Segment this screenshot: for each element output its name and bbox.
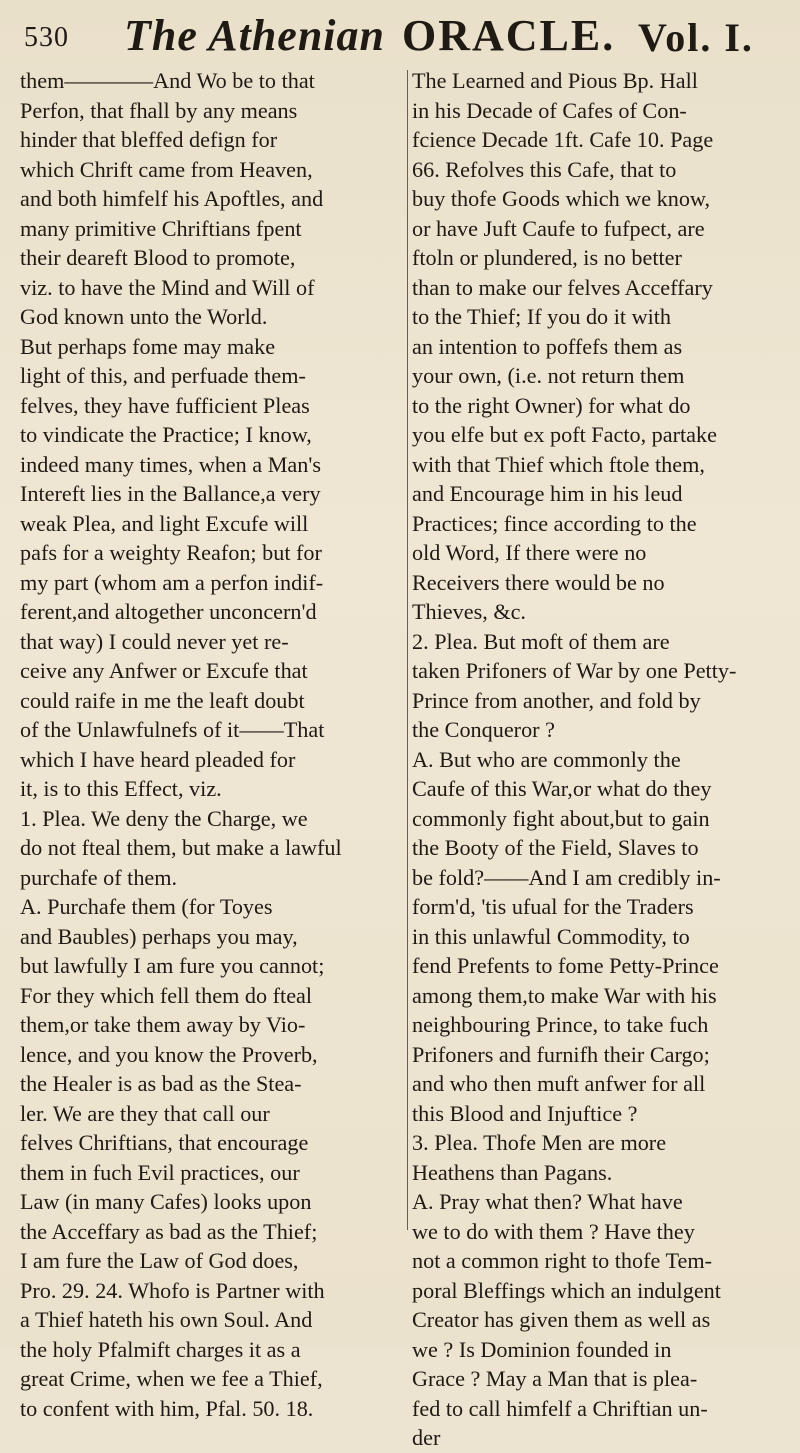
left-column-line: do not fteal them, but make a lawful: [20, 835, 342, 860]
right-column-line: old Word, If there were no: [412, 540, 647, 565]
left-column-line: pafs for a weighty Reafon; but for: [20, 540, 322, 565]
right-column-line: we ? Is Dominion founded in: [412, 1336, 672, 1362]
left-column-line: God known unto the World.: [20, 304, 268, 329]
right-column-line: or have Juft Caufe to fufpect, are: [412, 215, 705, 241]
right-column-line: 2. Plea. But moft of them are: [412, 628, 670, 654]
left-column-line: For they which fell them do fteal: [20, 982, 313, 1008]
left-column: [20, 66, 408, 1423]
right-column-line: in his Decade of Cafes of Con-: [412, 97, 687, 123]
right-column-line: 66. Refolves this Cafe, that to: [412, 156, 677, 182]
right-column-line: the Conqueror ?: [412, 717, 555, 742]
right-column-line: Caufe of this War,or what do they: [412, 776, 712, 801]
left-column-line: and Baubles) perhaps you may,: [20, 923, 298, 949]
left-column-line: them,or take them away by Vio-: [20, 1012, 306, 1037]
right-column-line: taken Prifoners of War by one Petty-: [412, 658, 737, 683]
left-column-line: the Acceffary as bad as the Thief;: [20, 1218, 318, 1244]
right-column-line: Grace ? May a Man that is plea-: [412, 1366, 698, 1391]
right-column-line: to the right Owner) for what do: [412, 392, 691, 418]
left-column-line: Law (in many Cafes) looks upon: [20, 1189, 312, 1214]
right-column-line: fend Prefents to fome Petty-Prince: [412, 953, 719, 978]
right-column-line: The Learned and Pious Bp. Hall: [412, 68, 698, 93]
left-column-line: But perhaps fome may make: [20, 333, 276, 359]
right-column-line: and Encourage him in his leud: [412, 481, 683, 506]
right-column: [412, 66, 800, 1453]
left-column-line: to confent with him, Pfal. 50. 18.: [20, 1395, 314, 1421]
right-column-line: your own, (i.e. not return them: [412, 363, 685, 388]
periodical-title: The Athenian: [124, 11, 385, 60]
left-column-line: ler. We are they that call our: [20, 1100, 270, 1126]
right-column-line: with that Thief which ftole them,: [412, 451, 705, 477]
right-column-line: fcience Decade 1ft. Cafe 10. Page: [412, 127, 714, 152]
left-column-line: my part (whom am a perfon indif-: [20, 569, 324, 595]
left-column-line: viz. to have the Mind and Will of: [20, 274, 315, 300]
left-column-line: many primitive Chriftians fpent: [20, 215, 302, 241]
right-column-line: you elfe but ex poft Facto, partake: [412, 422, 717, 447]
left-column-line: light of this, and perfuade them-: [20, 363, 306, 388]
left-column-line: 1. Plea. We deny the Charge, we: [20, 805, 308, 831]
right-column-line: not a common right to thofe Tem-: [412, 1248, 712, 1273]
right-column-line: buy thofe Goods which we know,: [412, 186, 711, 211]
right-column-line: an intention to poffefs them as: [412, 333, 683, 359]
left-column-line: of the Unlawfulnefs of it——That: [20, 717, 325, 742]
left-column-line: but lawfully I am fure you cannot;: [20, 953, 325, 978]
right-column-line: Thieves, &c.: [412, 599, 526, 624]
left-column-line: Perfon, that fhall by any means: [20, 97, 298, 123]
left-column-line: their deareft Blood to promote,: [20, 245, 296, 270]
right-column-line: than to make our felves Acceffary: [412, 274, 713, 300]
right-column-line: Heathens than Pagans.: [412, 1159, 613, 1185]
left-column-line: and both himfelf his Apoftles, and: [20, 186, 324, 211]
left-column-line: them in fuch Evil practices, our: [20, 1159, 300, 1185]
left-column-line: indeed many times, when a Man's: [20, 451, 321, 477]
left-column-line: the holy Pfalmift charges it as a: [20, 1336, 301, 1362]
left-column-line: them————And Wo be to that: [20, 68, 315, 93]
column-rule: [407, 70, 408, 1230]
left-column-line: that way) I could never yet re-: [20, 628, 289, 654]
right-column-line: ftoln or plundered, is no better: [412, 245, 682, 270]
right-column-line: and who then muft anfwer for all: [412, 1071, 706, 1096]
left-column-line: the Healer is as bad as the Stea-: [20, 1071, 302, 1096]
volume-label: Vol. I.: [638, 15, 754, 60]
right-column-line: we to do with them ? Have they: [412, 1218, 695, 1244]
right-column-line: to the Thief; If you do it with: [412, 304, 672, 329]
left-column-line: it, is to this Effect, viz.: [20, 776, 222, 801]
periodical-subtitle: ORACLE.: [402, 11, 616, 60]
left-column-line: a Thief hateth his own Soul. And: [20, 1307, 313, 1332]
right-column-line: Receivers there would be no: [412, 569, 665, 595]
right-column-line: in this unlawful Commodity, to: [412, 923, 690, 949]
left-column-line: great Crime, when we fee a Thief,: [20, 1366, 323, 1391]
right-column-line: be fold?——And I am credibly in-: [412, 864, 721, 890]
right-column-line: Prifoners and furnifh their Cargo;: [412, 1041, 710, 1067]
left-column-line: lence, and you know the Proverb,: [20, 1041, 318, 1067]
page-number: 530: [24, 22, 69, 53]
left-column-line: I am fure the Law of God does,: [20, 1248, 299, 1273]
running-head: [22, 6, 780, 62]
right-column-line: A. Pray what then? What have: [412, 1189, 683, 1214]
left-column-line: to vindicate the Practice; I know,: [20, 422, 312, 447]
left-column-line: purchafe of them.: [20, 864, 178, 890]
left-column-line: Pro. 29. 24. Whofo is Partner with: [20, 1277, 325, 1303]
left-column-line: felves Chriftians, that encourage: [20, 1130, 309, 1155]
right-column-line: poral Bleffings which an indulgent: [412, 1277, 721, 1303]
left-column-line: A. Purchafe them (for Toyes: [20, 894, 273, 919]
left-column-line: hinder that bleffed defign for: [20, 127, 278, 152]
right-column-line: the Booty of the Field, Slaves to: [412, 835, 699, 860]
right-column-line: among them,to make War with his: [412, 982, 717, 1008]
right-column-line: Practices; fince according to the: [412, 510, 697, 536]
left-column-line: which Chrift came from Heaven,: [20, 156, 313, 182]
right-column-line: form'd, 'tis ufual for the Traders: [412, 894, 694, 919]
right-column-line: Creator has given them as well as: [412, 1307, 711, 1332]
left-column-line: ceive any Anfwer or Excufe that: [20, 658, 308, 683]
right-column-line: fed to call himfelf a Chriftian un-: [412, 1395, 708, 1421]
left-column-line: ferent,and altogether unconcern'd: [20, 599, 317, 624]
right-column-line: Prince from another, and fold by: [412, 687, 701, 713]
right-column-line: 3. Plea. Thofe Men are more: [412, 1130, 667, 1155]
left-column-line: Intereft lies in the Ballance,a very: [20, 481, 321, 506]
right-column-line: neighbouring Prince, to take fuch: [412, 1012, 709, 1037]
left-column-line: could raife in me the leaft doubt: [20, 687, 305, 713]
right-column-line: A. But who are commonly the: [412, 746, 681, 772]
left-column-line: which I have heard pleaded for: [20, 746, 296, 772]
right-column-line: der: [412, 1425, 441, 1450]
left-column-line: felves, they have fufficient Pleas: [20, 392, 310, 418]
right-column-line: this Blood and Injuftice ?: [412, 1100, 638, 1126]
left-column-line: weak Plea, and light Excufe will: [20, 510, 309, 536]
right-column-line: commonly fight about,but to gain: [412, 805, 710, 831]
